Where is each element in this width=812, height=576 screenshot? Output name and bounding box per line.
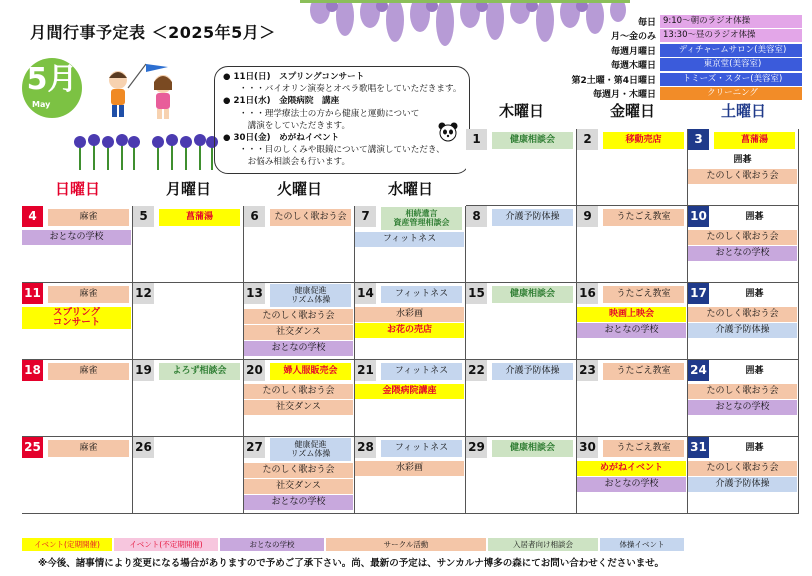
calendar-event: 囲碁 [745,442,764,453]
schedule-legend-value: ディチャームサロン(美容室) [660,44,802,57]
calendar-day-cell [577,129,688,206]
schedule-legend-row [546,72,802,86]
footnote: ※今後、諸事情により変更になる場合がありますので予めご了承下さい。尚、最新の予定は、サンカルナ博多の森にてお問い合わせくださいませ。 [38,558,664,569]
featured-event-detail: ・・・理学療法士の方から健康と運動について [239,108,420,119]
calendar-event: 介護予防体操 [492,209,573,226]
calendar-day-cell [22,283,133,360]
calendar-event-line: リズム体操 [290,294,331,304]
schedule-legend-row [546,87,802,101]
category-legend-item: サークル活動 [326,538,486,551]
day-number: 25 [22,437,43,458]
category-legend [22,538,686,551]
day-number: 23 [577,360,598,381]
calendar-event: 囲碁 [745,288,764,299]
calendar-event [22,307,131,329]
calendar-event: たのしく歌おう会 [244,309,353,324]
calendar-day-cell [133,437,244,514]
calendar-event: おとなの学校 [22,230,131,245]
calendar-event: 金隈病院講座 [355,384,464,399]
calendar-event-line: 健康促進 [294,440,327,450]
day-number: 21 [355,360,376,381]
schedule-legend-row [546,29,802,43]
calendar-day-cell [22,360,133,437]
day-number: 3 [688,129,709,150]
calendar-event: たのしく歌おう会 [244,384,353,399]
calendar-event [381,207,462,230]
day-number: 26 [133,437,154,458]
calendar-day-cell [688,360,799,437]
category-legend-item: 体操イベント [600,538,684,551]
calendar-event: 映画上映会 [577,307,686,322]
calendar-event: たのしく歌おう会 [688,169,797,184]
day-number: 12 [133,283,154,304]
calendar-day-cell [688,206,799,283]
calendar-event: 介護予防体操 [688,477,797,492]
calendar-day-cell [466,206,577,283]
calendar-day-cell [355,283,466,360]
day-number: 27 [244,437,265,458]
calendar-event: 婦人服販売会 [270,363,351,380]
calendar-event [270,438,351,461]
day-number: 13 [244,283,265,304]
calendar-day-cell [577,283,688,360]
day-number: 7 [355,206,376,227]
day-number: 31 [688,437,709,458]
schedule-legend [546,14,802,101]
calendar-event: 水彩画 [355,461,464,476]
may-label: May [32,100,51,109]
day-number: 29 [466,437,487,458]
day-number: 4 [22,206,43,227]
calendar-event-line: リズム体操 [290,448,331,458]
day-number: 9 [577,206,598,227]
schedule-legend-row [546,43,802,57]
calendar-event: 菖蒲湯 [714,132,795,149]
calendar-event: 麻雀 [48,209,129,226]
header-saturday: 土曜日 [720,102,766,120]
calendar-event: 菖蒲湯 [159,209,240,226]
schedule-legend-value: 東京堂(美容室) [660,58,802,71]
calendar-event-line: コンサート [52,317,101,328]
header-monday: 月曜日 [165,180,211,198]
calendar-event: 健康相談会 [492,286,573,303]
day-number: 8 [466,206,487,227]
calendar-event-line: 資産管理相談会 [393,217,450,227]
page-title: 月間行事予定表 ＜2025年5月＞ [30,23,276,42]
schedule-legend-key: 毎週月曜日 [610,46,656,57]
category-legend-item: イベント(定期開催) [22,538,112,551]
schedule-legend-key: 毎週月・木曜日 [592,90,656,100]
calendar-event: 介護予防体操 [688,323,797,338]
header-tuesday: 火曜日 [276,180,322,198]
day-number: 1 [466,129,487,150]
calendar-event: 健康相談会 [492,132,573,149]
schedule-legend-value: 13:30～昼のラジオ体操 [660,29,802,42]
calendar-event: 麻雀 [48,286,129,303]
calendar-event: おとなの学校 [244,495,353,510]
schedule-legend-key: 第2土曜・第4日曜日 [571,75,656,86]
iris-flowers-right [150,132,220,170]
calendar-event: たのしく歌おう会 [688,461,797,476]
calendar-day-cell [466,360,577,437]
calendar-day-cell [688,437,799,514]
calendar-event: よろず相談会 [159,363,240,380]
calendar-event: おとなの学校 [577,323,686,338]
day-number: 24 [688,360,709,381]
schedule-legend-value: トミーズ・スター(美容室) [660,73,802,86]
calendar-day-cell [355,437,466,514]
may-number: 5月 [26,62,78,97]
calendar-day-cell [133,206,244,283]
day-number: 14 [355,283,376,304]
featured-event-detail: ・・・バイオリン演奏とオペラ歌唱をしていただきます。 [239,84,462,95]
calendar-day-cell [133,360,244,437]
calendar-event: 囲碁 [745,365,764,376]
calendar-event: 社交ダンス [244,479,353,494]
schedule-legend-key: 毎週木曜日 [610,61,656,71]
featured-event-detail: 講演をしていただきます。 [239,120,351,131]
calendar-day-cell [688,129,799,206]
schedule-legend-value: 9:10～朝のラジオ体操 [660,15,802,28]
schedule-legend-key: 月～金のみ [610,32,656,42]
featured-event-detail: お悩み相談会も行います。 [239,157,351,168]
day-number: 5 [133,206,154,227]
calendar-event: うたごえ教室 [603,209,684,226]
iris-flowers-left [72,132,142,170]
calendar-event: 囲碁 [733,154,752,165]
calendar-day-cell [355,206,466,283]
day-number: 11 [22,283,43,304]
featured-event-title: ● 21日(水) 金隈病院 講座 [223,96,340,107]
header-sunday: 日曜日 [54,180,100,198]
calendar-event: たのしく歌おう会 [244,463,353,478]
calendar-event: 社交ダンス [244,400,353,415]
calendar-event: お花の売店 [355,323,464,338]
calendar-day-cell [133,283,244,360]
calendar-day-cell [688,283,799,360]
day-number: 18 [22,360,43,381]
day-number: 28 [355,437,376,458]
calendar-event: うたごえ教室 [603,363,684,380]
calendar-day-cell [355,360,466,437]
featured-event-title: ● 30日(金) めがねイベント [223,133,340,144]
category-legend-item: おとなの学校 [220,538,324,551]
calendar-event: たのしく歌おう会 [688,307,797,322]
calendar-day-cell [577,437,688,514]
calendar-event: フィットネス [355,232,464,247]
day-number: 16 [577,283,598,304]
calendar-event: うたごえ教室 [603,286,684,303]
schedule-legend-value: クリーニング [660,87,802,100]
calendar-event: おとなの学校 [577,477,686,492]
schedule-legend-row [546,58,802,72]
day-number: 10 [688,206,709,227]
calendar-event: 水彩画 [355,307,464,322]
calendar-event: 健康相談会 [492,440,573,457]
may-badge [22,58,82,118]
calendar-day-cell [466,437,577,514]
category-legend-item: イベント(不定期開催) [114,538,218,551]
day-number: 6 [244,206,265,227]
day-number: 2 [577,129,598,150]
schedule-legend-row [546,14,802,28]
featured-event-detail: ・・・目のしくみや眼鏡について講演していただき、 [239,145,445,156]
calendar-event-line: 相続遺言 [405,209,438,219]
calendar-day-cell [244,437,355,514]
calendar-event: うたごえ教室 [603,440,684,457]
header-friday: 金曜日 [609,102,655,120]
featured-events-box [214,66,470,174]
kids-illustration [88,58,198,128]
calendar-event: 麻雀 [48,363,129,380]
calendar-day-cell [244,360,355,437]
calendar-event: めがねイベント [577,461,686,476]
header-thursday: 木曜日 [498,102,544,120]
calendar-event: 移動売店 [603,132,684,149]
calendar-event [270,284,351,307]
calendar-day-cell [466,129,577,206]
calendar-day-cell [244,283,355,360]
calendar-event: フィットネス [381,286,462,303]
calendar-event-line: スプリング [53,307,100,319]
calendar-day-cell [466,283,577,360]
day-number: 22 [466,360,487,381]
schedule-legend-key: 毎日 [637,17,656,28]
calendar-day-cell [577,206,688,283]
calendar-event: たのしく歌おう会 [688,230,797,245]
header-wednesday: 水曜日 [387,180,433,198]
calendar-event: おとなの学校 [688,246,797,261]
calendar-event: 麻雀 [48,440,129,457]
category-legend-item: 入居者向け相談会 [488,538,598,551]
panda-icon [437,121,459,143]
day-number: 15 [466,283,487,304]
calendar-event: 社交ダンス [244,325,353,340]
calendar-day-cell [22,437,133,514]
calendar-event: 介護予防体操 [492,363,573,380]
calendar-event: おとなの学校 [244,341,353,356]
calendar-event: おとなの学校 [688,400,797,415]
calendar-event: フィットネス [381,440,462,457]
calendar-event: たのしく歌おう会 [270,209,351,226]
calendar-event: たのしく歌おう会 [688,384,797,399]
day-number: 20 [244,360,265,381]
calendar-day-cell [244,206,355,283]
calendar-event-line: 健康促進 [294,286,327,296]
featured-event-title: ● 11日(日) スプリングコンサート [223,72,365,82]
calendar-day-cell [577,360,688,437]
calendar-event: フィットネス [381,363,462,380]
day-number: 19 [133,360,154,381]
calendar-event: 囲碁 [745,211,764,222]
day-number: 30 [577,437,598,458]
calendar-day-cell [22,206,133,283]
day-number: 17 [688,283,709,304]
